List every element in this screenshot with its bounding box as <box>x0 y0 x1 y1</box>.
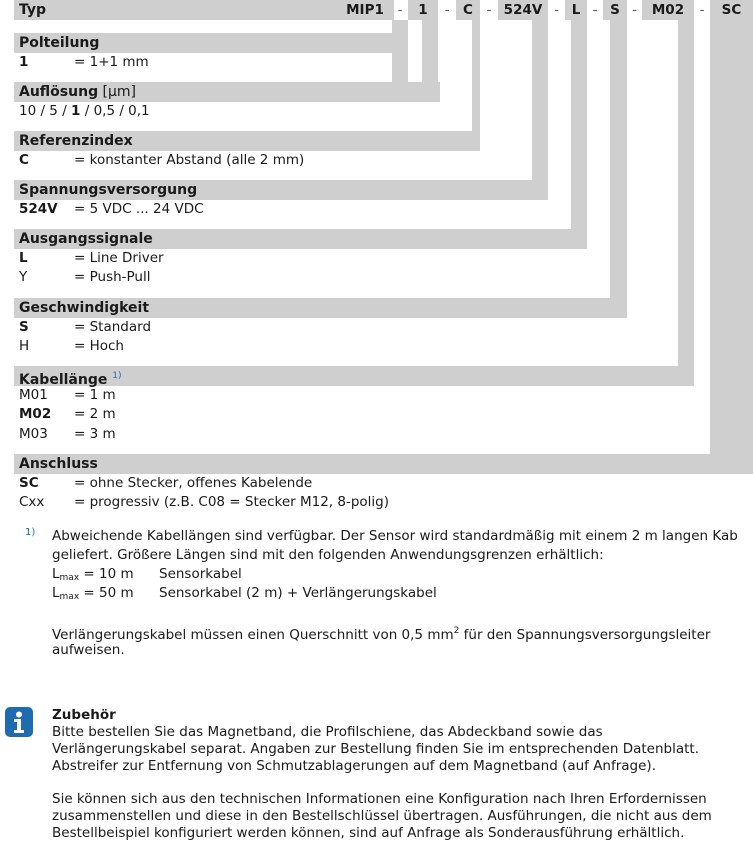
limit-row: $L_{max} = 50$ m <box>52 585 134 602</box>
option-desc: = ohne Stecker, offenes Kabelende <box>74 475 313 491</box>
section-title: Spannungsversorgung <box>19 182 198 198</box>
info-line: Bitte bestellen Sie das Magnetband, die Profilschiene, das Abdeckband sowie das <box>52 724 603 740</box>
option-row <box>19 200 204 219</box>
option-desc: = 2 m <box>74 406 116 422</box>
section-title: Polteilung <box>19 35 100 51</box>
option-desc: = 1+1 mm <box>74 54 149 70</box>
code-dash: - <box>632 2 637 18</box>
limit-desc: Sensorkabel <box>159 566 242 582</box>
section-title: Referenzindex <box>19 133 133 149</box>
code-anschluss: SC <box>721 2 742 18</box>
option-row <box>19 53 149 72</box>
code-dash: - <box>486 2 492 18</box>
option-row <box>19 405 116 424</box>
option-row <box>19 318 151 337</box>
option-desc: = 1 m <box>74 387 116 403</box>
info-line: Verlängerungskabel separat. Angaben zur Bestellung finden Sie im entsprechenden Datenblatt. <box>52 741 699 757</box>
type-header-notch <box>14 20 331 33</box>
connector-bar-6 <box>610 20 627 299</box>
option-desc: = 5 VDC ... 24 VDC <box>74 201 204 217</box>
option-desc: = 3 m <box>74 426 116 442</box>
option-code: C <box>19 152 29 168</box>
option-desc: = konstanter Abstand (alle 2 mm) <box>74 152 305 168</box>
option-row <box>19 268 151 287</box>
type-label: Typ <box>19 2 47 18</box>
footnote-number: 1) <box>25 527 36 538</box>
code-ausgang: L <box>571 2 581 18</box>
type-header-strip <box>14 0 394 20</box>
code-dash: - <box>554 2 559 18</box>
section-bar-anschluss <box>14 454 753 474</box>
option-code: Cxx <box>19 494 45 510</box>
option-code: M02 <box>19 406 52 422</box>
option-row <box>19 386 116 405</box>
code-dash: - <box>444 2 450 18</box>
section-title: Anschluss <box>19 456 98 472</box>
code-dash: - <box>592 2 598 18</box>
resolution-values: 10 / 5 / 1 / 0,5 / 0,1 <box>19 103 150 119</box>
option-code: 524V <box>19 201 58 217</box>
option-code: L <box>19 250 28 266</box>
code-polteilung: 1 <box>418 2 428 18</box>
info-line: Bestellbeispiel konfiguriert werden können, sind auf Anfrage als Sonderausführung erhältlich. <box>52 825 685 841</box>
connector-fill <box>426 20 438 83</box>
footnote-note: Verlängerungskabel müssen einen Querschnitt von 0,5 $mm^2$ für den Spannungsversorgungsleiter <box>52 626 711 643</box>
option-desc: = Hoch <box>74 338 124 354</box>
connector-bar-3 <box>472 20 480 132</box>
option-code: Y <box>19 269 28 285</box>
option-desc: = Push-Pull <box>74 269 151 285</box>
section-title: Geschwindigkeit <box>19 300 150 316</box>
option-code: S <box>19 319 29 335</box>
option-code: SC <box>19 475 39 491</box>
code-kabellaenge: M02 <box>651 2 685 18</box>
code-geschwindigkeit: S <box>610 2 620 18</box>
section-title: Ausgangssignale <box>19 231 153 247</box>
option-code: M03 <box>19 426 48 442</box>
option-row <box>19 249 164 268</box>
info-line: zusammenstellen und diese in den Bestellschlüssel übertragen. Ausführungen, die nicht aus dem <box>52 808 712 824</box>
code-dash: - <box>699 2 705 18</box>
code-dash: - <box>397 2 403 18</box>
option-code: M01 <box>19 387 48 403</box>
footnote-note: aufweisen. <box>52 642 125 658</box>
section-title: Kabellänge $^{1)}$ <box>19 371 122 388</box>
limit-row: $L_{max} = 10$ m <box>52 566 134 583</box>
option-code: 1 <box>19 54 29 70</box>
code-mip1: MIP1 <box>346 2 384 18</box>
footnote-line: Abweichende Kabellängen sind verfügbar. Der Sensor wird standardmäßig mit einem 2 m langen Kab <box>52 528 738 544</box>
limit-desc: Sensorkabel (2 m) + Verlängerungskabel <box>159 585 437 601</box>
option-row <box>19 474 312 493</box>
info-line: Abstreifer zur Entfernung von Schmutzablagerungen auf dem Magnetband (auf Anfrage). <box>52 758 656 774</box>
section-title: Auflösung [µm] <box>19 84 137 100</box>
code-spannung: 524V <box>503 2 543 18</box>
connector-bar-7 <box>678 20 694 367</box>
option-desc: = Standard <box>74 319 152 335</box>
info-icon <box>4 706 34 738</box>
option-desc: = progressiv (z.B. C08 = Stecker M12, 8-polig) <box>74 494 390 510</box>
footnote-mark: 1) <box>112 371 122 381</box>
option-row <box>19 337 124 356</box>
footnote-line: geliefert. Größere Längen sind mit den folgenden Anwendungsgrenzen erhältlich: <box>52 547 604 563</box>
info-title: Zubehör <box>52 707 116 723</box>
connector-bar-8 <box>710 20 753 455</box>
option-code: H <box>19 338 30 354</box>
option-row <box>19 151 304 170</box>
option-row <box>19 425 116 444</box>
code-referenz: C <box>463 2 473 18</box>
option-row <box>19 493 389 512</box>
connector-bar-4 <box>532 20 548 181</box>
info-line: Sie können sich aus den technischen Informationen eine Konfiguration nach Ihren Erfordernissen <box>52 791 707 807</box>
option-desc: = Line Driver <box>74 250 164 266</box>
connector-bar-5 <box>571 20 587 230</box>
